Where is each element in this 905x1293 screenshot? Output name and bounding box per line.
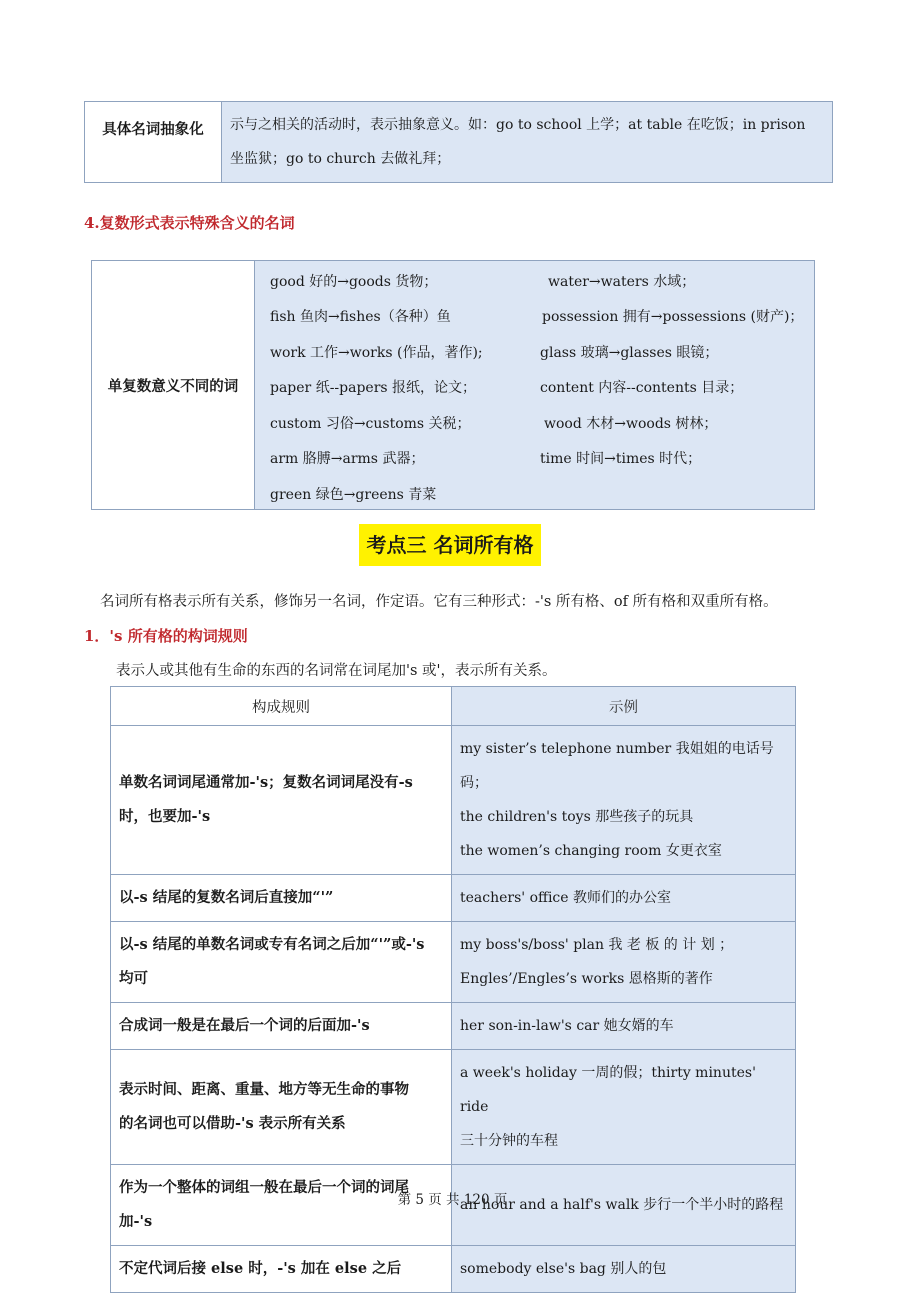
plural-left-item: fish 鱼肉→fishes（各种）鱼 [270,309,451,325]
rule-cell [111,1050,452,1165]
example-line: teachers' office 教师们的办公室 [460,890,672,906]
table1-line: 示与之相关的活动时，表示抽象意义。如：go to school 上学；at table 在吃饭；in prison [230,117,806,133]
plural-right-item: possession 拥有→possessions (财产)； [542,309,804,325]
plural-right-item: time 时间→times 时代； [540,451,702,467]
rule-line: 以-s 结尾的复数名词后直接加“'” [119,889,334,906]
plural-left-item: custom 习俗→customs 关税； [270,416,471,432]
header-example: 示例 [452,687,796,726]
table-row [111,875,796,922]
table-row [111,1050,796,1165]
rule-line: 时，也要加-'s [119,808,211,825]
example-line: my boss's/boss' plan 我 老 板 的 计 划 ； [460,937,734,953]
example-cell [452,875,796,922]
plural-left-item: arm 胳膊→arms 武器； [270,451,425,467]
intro-paragraph: 名词所有格表示所有关系，修饰另一名词，作定语。它有三种形式：-'s 所有格、of 所有格和双重所有格。 [100,594,778,610]
example-cell [452,1003,796,1050]
rule-line: 不定代词后接 else 时，-'s 加在 else 之后 [119,1260,402,1277]
plural-right-item: water→waters 水域； [548,274,696,290]
example-line: the women’s changing room 女更衣室 [460,843,722,859]
page-footer: 第 5 页 共 120 页 [397,1192,508,1208]
section1-title: 1．'s 所有格的构词规则 [84,627,248,645]
rule-line: 合成词一般是在最后一个词的后面加-'s [119,1017,370,1034]
plural-right-item: glass 玻璃→glasses 眼镜； [540,345,719,361]
rule-line: 均可 [119,970,148,987]
example-line: my sister’s telephone number 我姐姐的电话号码； [460,741,774,791]
section-heading: 考点三 名词所有格 [359,524,541,566]
table1-content [222,102,833,183]
example-line: the children's toys 那些孩子的玩具 [460,809,694,825]
rule-cell [111,726,452,875]
rule-line: 以-s 结尾的单数名词或专有名词之后加“'”或-'s [119,936,425,953]
table2-content [255,261,815,510]
table-row [111,726,796,875]
rule-cell [111,922,452,1003]
example-cell [452,726,796,875]
example-cell [452,1050,796,1165]
table1-line: 坐监狱；go to church 去做礼拜； [230,151,451,167]
section1-description: 表示人或其他有生命的东西的名词常在词尾加's 或'，表示所有关系。 [116,663,557,679]
table-row [111,922,796,1003]
rule-cell [111,1003,452,1050]
rule-line: 表示时间、距离、重量、地方等无生命的事物 [119,1081,409,1098]
rule-cell [111,875,452,922]
header-rule: 构成规则 [111,687,452,726]
example-line: Engles’/Engles’s works 恩格斯的著作 [460,971,713,987]
table2-label: 单复数意义不同的词 [92,261,255,510]
rule-line: 单数名词词尾通常加-'s；复数名词词尾没有-s [119,774,413,791]
example-line: a week's holiday 一周的假；thirty minutes' ride [460,1065,756,1115]
plural-left-item: paper 纸--papers 报纸，论文； [270,380,477,396]
section4-title: 4.复数形式表示特殊含义的名词 [84,214,295,232]
plural-left-item: good 好的→goods 货物； [270,274,438,290]
table1-label: 具体名词抽象化 [85,102,222,183]
example-cell [452,922,796,1003]
plural-right-item: content 内容--contents 目录； [540,380,744,396]
example-line: 三十分钟的车程 [460,1133,558,1149]
rule-line: 加-'s [119,1213,153,1230]
rule-line: 的名词也可以借助-'s 表示所有关系 [119,1115,346,1132]
table-row [111,1003,796,1050]
plural-right-item: wood 木材→woods 树林； [544,416,718,432]
rule-line: 作为一个整体的词组一般在最后一个词的词尾 [119,1179,409,1196]
plural-meaning-table [91,260,815,510]
abstract-noun-table [84,101,833,183]
table-row [111,1246,796,1293]
rule-cell [111,1246,452,1293]
example-line: somebody else's bag 别人的包 [460,1261,667,1277]
plural-left-item: work 工作→works (作品，著作); [270,345,483,361]
example-line: an hour and a half's walk 步行一个半小时的路程 [460,1197,784,1213]
example-line: her son-in-law's car 她女婿的车 [460,1018,674,1034]
plural-left-item: green 绿色→greens 青菜 [270,487,437,503]
example-cell [452,1246,796,1293]
